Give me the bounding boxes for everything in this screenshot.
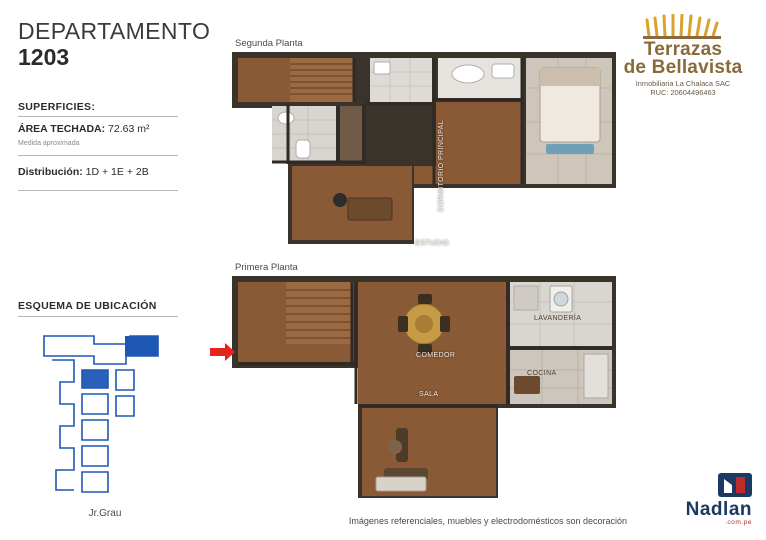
room-label-comedor: COMEDOR	[416, 352, 456, 359]
divider	[18, 116, 178, 117]
disclaimer-caption: Imágenes referenciales, muebles y electrodomésticos son decoración	[348, 516, 628, 526]
second-floor-label: Segunda Planta	[235, 38, 303, 49]
map-highlight-secondary	[82, 370, 108, 388]
entrance-arrow	[210, 343, 236, 366]
divider	[18, 316, 178, 317]
room-label-lavanderia: LAVANDERÍA	[534, 315, 582, 322]
terrazas-logo	[610, 14, 756, 97]
room-label-sala: SALA	[419, 391, 439, 398]
divider	[18, 190, 178, 191]
page-title: DEPARTAMENTO	[18, 18, 211, 44]
location-title: ESQUEMA DE UBICACIÓN	[18, 300, 157, 312]
nadlan-logo	[642, 471, 752, 526]
room-label-estudio: ESTUDIO	[415, 240, 449, 247]
room-label-dormitorio: DORMITORIO PRINCIPAL	[438, 120, 445, 212]
nadlan-mark-icon	[718, 471, 752, 497]
terrazas-ruc: RUC: 20604496463	[650, 87, 716, 97]
terrazas-line2: de Bellavista	[623, 57, 743, 79]
street-label: Jr.Grau	[88, 508, 122, 519]
terrazas-line1: Terrazas	[643, 39, 723, 60]
distribution-value: 1D + 1E + 2B	[85, 166, 149, 178]
first-floor-label: Primera Planta	[235, 262, 298, 273]
divider	[18, 155, 178, 156]
department-number: 1203	[18, 44, 70, 70]
surfaces-title: SUPERFICIES:	[18, 101, 96, 113]
nadlan-wordmark: Nadlan	[685, 499, 752, 520]
room-label-cocina: COCINA	[527, 370, 557, 377]
distribution-row	[18, 166, 149, 178]
map-highlight	[125, 336, 158, 356]
nadlan-domain: .com.pe	[725, 519, 752, 526]
info-panel	[0, 0, 210, 540]
terrazas-company: Inmobiliaria La Chalaca SAC	[635, 79, 731, 89]
sun-rays-icon	[641, 14, 725, 40]
area-row	[18, 123, 149, 135]
area-label: ÁREA TECHADA:	[18, 123, 106, 135]
location-map-svg	[30, 330, 180, 505]
distribution-label: Distribución:	[18, 166, 83, 178]
first-floor-plan	[228, 272, 628, 502]
location-map	[30, 330, 180, 505]
area-note: Medida aproximada	[18, 140, 80, 147]
area-value: 72.63 m²	[108, 123, 150, 135]
second-floor-plan	[228, 48, 628, 248]
